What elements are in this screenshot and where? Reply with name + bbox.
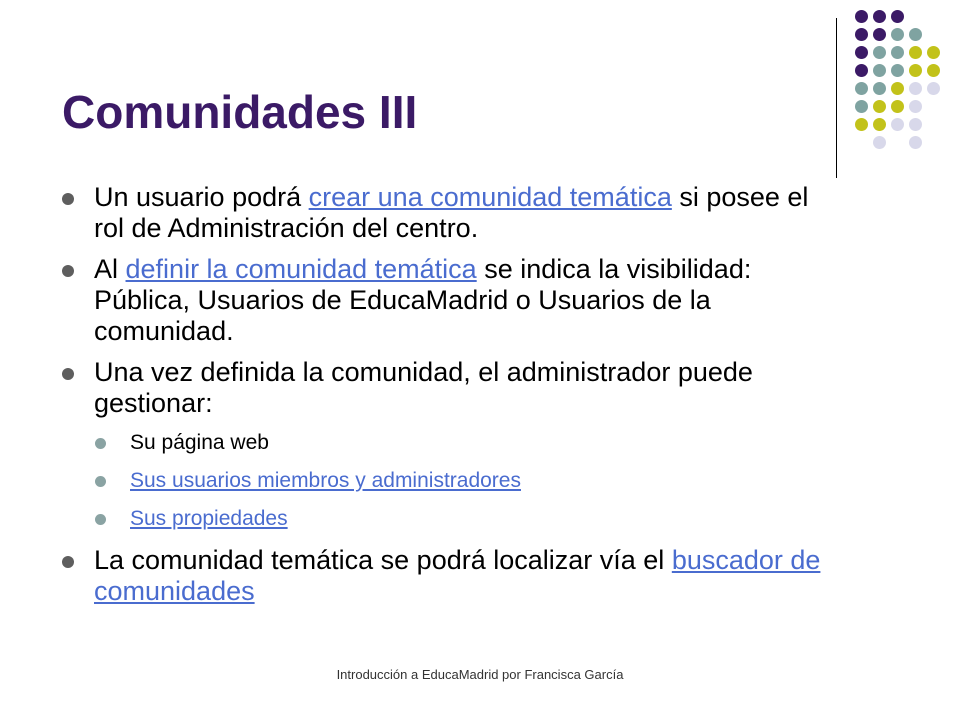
- decorative-dot: [909, 136, 922, 149]
- bullet-text: Un usuario podrá: [94, 182, 309, 212]
- decorative-dot: [873, 82, 886, 95]
- decorative-dot: [891, 82, 904, 95]
- decorative-dot: [909, 100, 922, 113]
- slide-footer: Introducción a EducaMadrid por Francisca García: [336, 667, 624, 682]
- decorative-dot: [891, 46, 904, 59]
- slide-title: Comunidades III: [62, 86, 418, 138]
- decorative-dot: [873, 46, 886, 59]
- link-properties[interactable]: Sus propiedades: [130, 507, 288, 530]
- decorative-dot: [855, 82, 868, 95]
- bullet-search-community: [60, 545, 830, 607]
- decorative-dot: [855, 46, 868, 59]
- bullet-admin-manage: [60, 357, 830, 531]
- decorative-dot: [909, 82, 922, 95]
- decorative-dot: [855, 10, 868, 23]
- link-create-community[interactable]: crear una comunidad temática: [308, 182, 672, 212]
- decorative-dot: [873, 28, 886, 41]
- sub-bullet-text: Su página web: [130, 431, 269, 454]
- bullet-create-community: [60, 182, 830, 244]
- decorative-dot: [873, 100, 886, 113]
- bullet-list: [60, 182, 830, 607]
- decorative-dot: [873, 64, 886, 77]
- decorative-dot: [873, 118, 886, 131]
- sub-bullet-list: [94, 431, 830, 531]
- decorative-dot: [909, 64, 922, 77]
- link-define-community[interactable]: definir la comunidad temática: [125, 254, 477, 284]
- decorative-dot: [873, 10, 886, 23]
- bullet-text: Una vez definida la comunidad, el administrador puede gestionar:: [94, 357, 753, 418]
- decorative-dot: [855, 28, 868, 41]
- decorative-dot: [891, 28, 904, 41]
- decorative-dot: [909, 28, 922, 41]
- bullet-text: si posee el rol de Administración del centro.: [94, 182, 809, 243]
- decorative-dot: [855, 118, 868, 131]
- decorative-dot: [891, 10, 904, 23]
- bullet-text: Al: [94, 254, 126, 284]
- decorative-dot: [891, 64, 904, 77]
- decorative-dot: [891, 118, 904, 131]
- sub-bullet-web-page: [94, 431, 830, 455]
- decorative-dot-grid: [836, 10, 960, 170]
- sub-bullet-properties: [94, 507, 830, 531]
- decorative-dot: [927, 82, 940, 95]
- slide-content: [60, 182, 830, 617]
- sub-bullet-members: [94, 469, 830, 493]
- decorative-dot: [855, 100, 868, 113]
- decorative-vertical-line: [836, 18, 837, 178]
- decorative-dot: [891, 100, 904, 113]
- decorative-dot: [927, 46, 940, 59]
- decorative-dot: [909, 46, 922, 59]
- bullet-text: se indica la visibilidad: Pública, Usuarios de EducaMadrid o Usuarios de la comunidad.: [94, 254, 752, 346]
- bullet-text: La comunidad temática se podrá localizar vía el: [94, 545, 672, 575]
- bullet-define-community: [60, 254, 830, 347]
- decorative-dot: [927, 64, 940, 77]
- link-members-admins[interactable]: Sus usuarios miembros y administradores: [130, 469, 521, 492]
- decorative-dot: [909, 118, 922, 131]
- decorative-dot: [873, 136, 886, 149]
- decorative-dot: [855, 64, 868, 77]
- link-community-search[interactable]: buscador de comunidades: [94, 545, 821, 606]
